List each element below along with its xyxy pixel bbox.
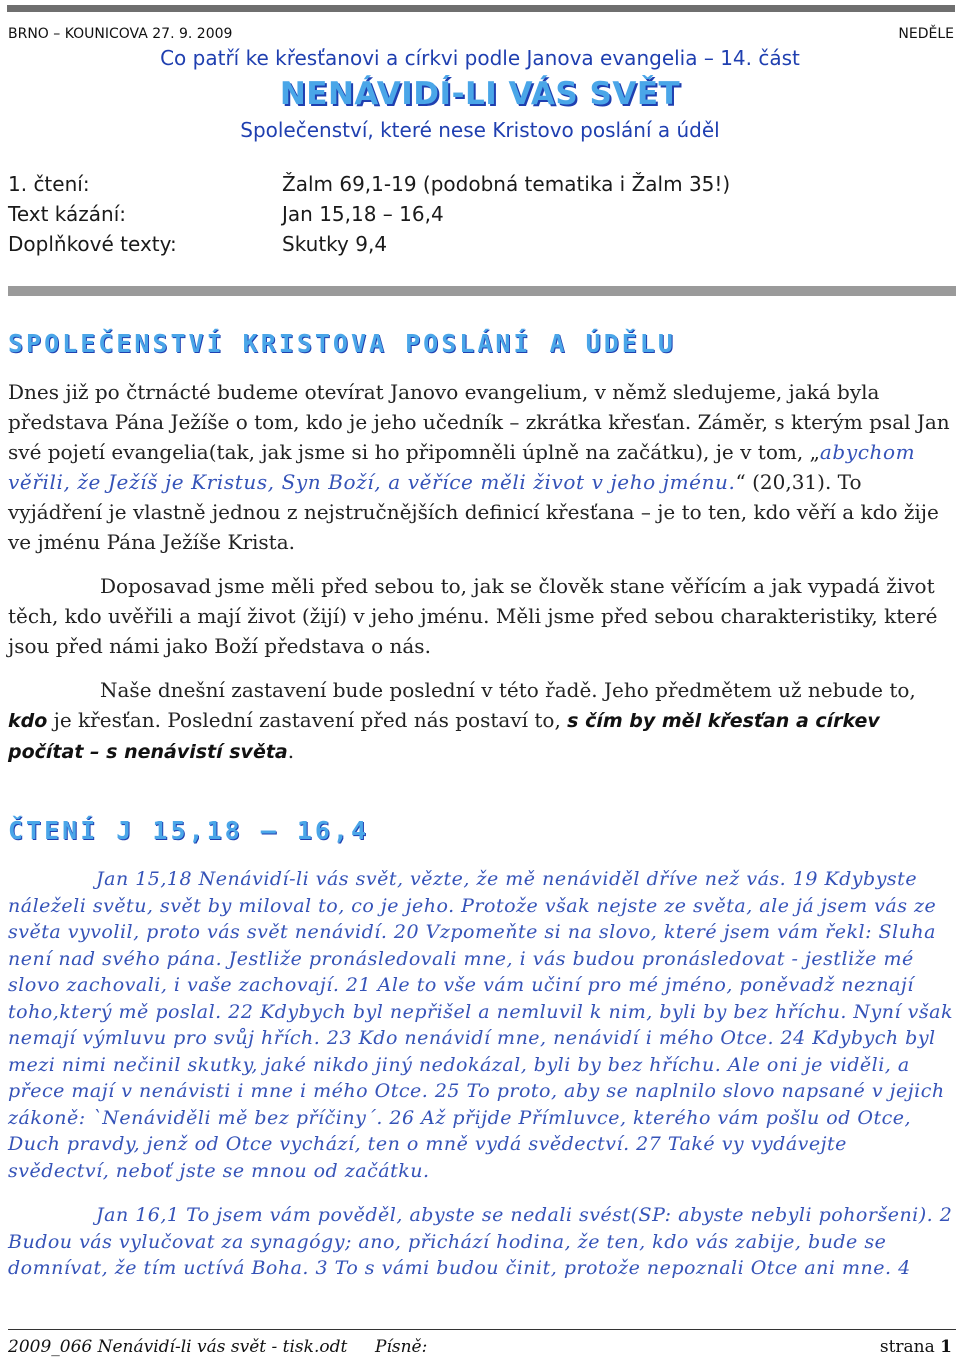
- paragraph-text: Dnes již po čtrnácté budeme otevírat Janovo evangelium, v němž sledujeme, jaká byla představa Pána Ježíše o tom, kdo je jeho učedník – zkrátka křesťan. Záměr, s kterým psal Jan své pojetí evangelia(tak, jak jsme si ho připomněli úplně na začátku), je v tom, „: [8, 380, 950, 464]
- reading-value: Skutky 9,4: [282, 232, 388, 256]
- scripture-john-15: Jan 15,18 Nenávidí-li vás svět, vězte, že mě nenáviděl dříve než vás. 19 Kdybyste náleželi světu, svět by miloval to, co je jeho. Protože však nejste ze světa, ale já jsem vás ze světa vyvolil, proto vás svět nenávidí. 20 Vzpomeňte si na slovo, které jsem vám řekl: Sluha není nad svého pána. Jestliže pronásledovali mne, i vás budou pronásledovat - jestliže mé slovo zachovali, i vaše zachovají. 21 Ale to vše vám učiní pro mé jméno, poněvadž neznají toho,který mě poslal. 22 Kdybych byl nepřišel a nemluvil k nim, byli by bez hříchu. Nyní však nemají výmluvu pro svůj hřích. 23 Kdo nenávidí mne, nenávidí i mého Otce. 24 Kdybych byl mezi nimi nečinil skutky, jaké nikdo jiný nedokázal, byli by bez hříchu. Ale oni je viděli, a přece mají v nenávisti i mne i mého Otce. 25 To proto, aby se naplnilo slovo napsané v jejich zákoně: `Nenáviděli mě bez příčiny´. 26 Až přijde Přímluvce, kterého vám pošlu od Otce, Duch pravdy, jenž od Otce vychází, ten o mně vydá svědectví. 27 Také vy vydávejte svědectví, neboť jste se mnou od začátku.: [8, 868, 953, 1182]
- reading-label: 1. čtení:: [8, 172, 90, 196]
- john-quote: abychom věřili, že Ježíš je Kristus, Syn Boží, a věříce měli život v jeho jménu.: [8, 440, 916, 494]
- reading-value: Jan 15,18 – 16,4: [282, 202, 444, 226]
- reading-row-supplementary: [8, 232, 388, 256]
- place-date: BRNO – KOUNICOVA 27. 9. 2009: [8, 26, 233, 42]
- section-heading-reading: ČTENÍ J 15,18 – 16,4: [8, 816, 370, 845]
- reading-row-first: [8, 172, 731, 196]
- reading-row-sermon-text: [8, 202, 444, 226]
- day-label: NEDĚLE: [898, 26, 954, 42]
- footer-rule: [8, 1329, 956, 1330]
- paragraph-today: [8, 675, 954, 767]
- section-divider: [8, 286, 956, 296]
- emphasis-hatred: s čím by měl křesťan a církev počítat – s nenávistí světa: [8, 710, 880, 763]
- series-title: Co patří ke křesťanovi a církvi podle Janova evangelia – 14. část: [160, 46, 800, 70]
- emphasis-kdo: kdo: [8, 710, 48, 732]
- reading-value: Žalm 69,1-19 (podobná tematika i Žalm 35!): [282, 172, 731, 196]
- paragraph-text: .: [287, 739, 295, 763]
- top-rule: [7, 5, 955, 12]
- paragraph-text: Naše dnešní zastavení bude poslední v této řadě. Jeho předmětem už nebude to,: [100, 678, 916, 702]
- sermon-title: NENÁVIDÍ-LI VÁS SVĚT: [279, 76, 681, 112]
- page-label: strana: [879, 1337, 935, 1357]
- sermon-subtitle: Společenství, které nese Kristovo poslání a úděl: [240, 118, 720, 142]
- reading-label: Doplňkové texty:: [8, 232, 177, 256]
- page-number: 1: [940, 1337, 952, 1357]
- section-heading-community: SPOLEČENSTVÍ KRISTOVA POSLÁNÍ A ÚDĚLU: [8, 329, 676, 358]
- paragraph-text: je křesťan. Poslední zastavení před nás postaví to,: [47, 708, 568, 732]
- paragraph-intro: [8, 377, 954, 557]
- reading-label: Text kázání:: [8, 202, 127, 226]
- paragraph-so-far: Doposavad jsme měli před sebou to, jak se člověk stane věřícím a jak vypadá život těch, kdo uvěřili a mají život (žijí) v jeho jménu. Měli jsme před sebou charakteristiky, které jsou před námi jako Boží představa o nás.: [8, 574, 938, 658]
- footer-filename: 2009_066 Nenávidí-li vás svět - tisk.odt: [8, 1337, 348, 1357]
- paragraph-text: “ (20,31). To vyjádření je vlastně jednou z nejstručnějších definicí křesťana – je to ten, kdo věří a kdo žije ve jménu Pána Ježíše Krista.: [8, 470, 939, 554]
- footer-page: [880, 1337, 952, 1357]
- footer-songs-label: Písně:: [375, 1337, 428, 1357]
- scripture-john-16: Jan 16,1 To jsem vám pověděl, abyste se nedali svést(SP: abyste nebyli pohoršeni). 2 Budou vás vylučovat za synagógy; ano, přichází hodina, že ten, kdo vás zabije, bude se domnívat, že tím uctívá Boha. 3 To s vámi budou činit, protože nepoznali Otce ani mne. 4: [8, 1204, 953, 1279]
